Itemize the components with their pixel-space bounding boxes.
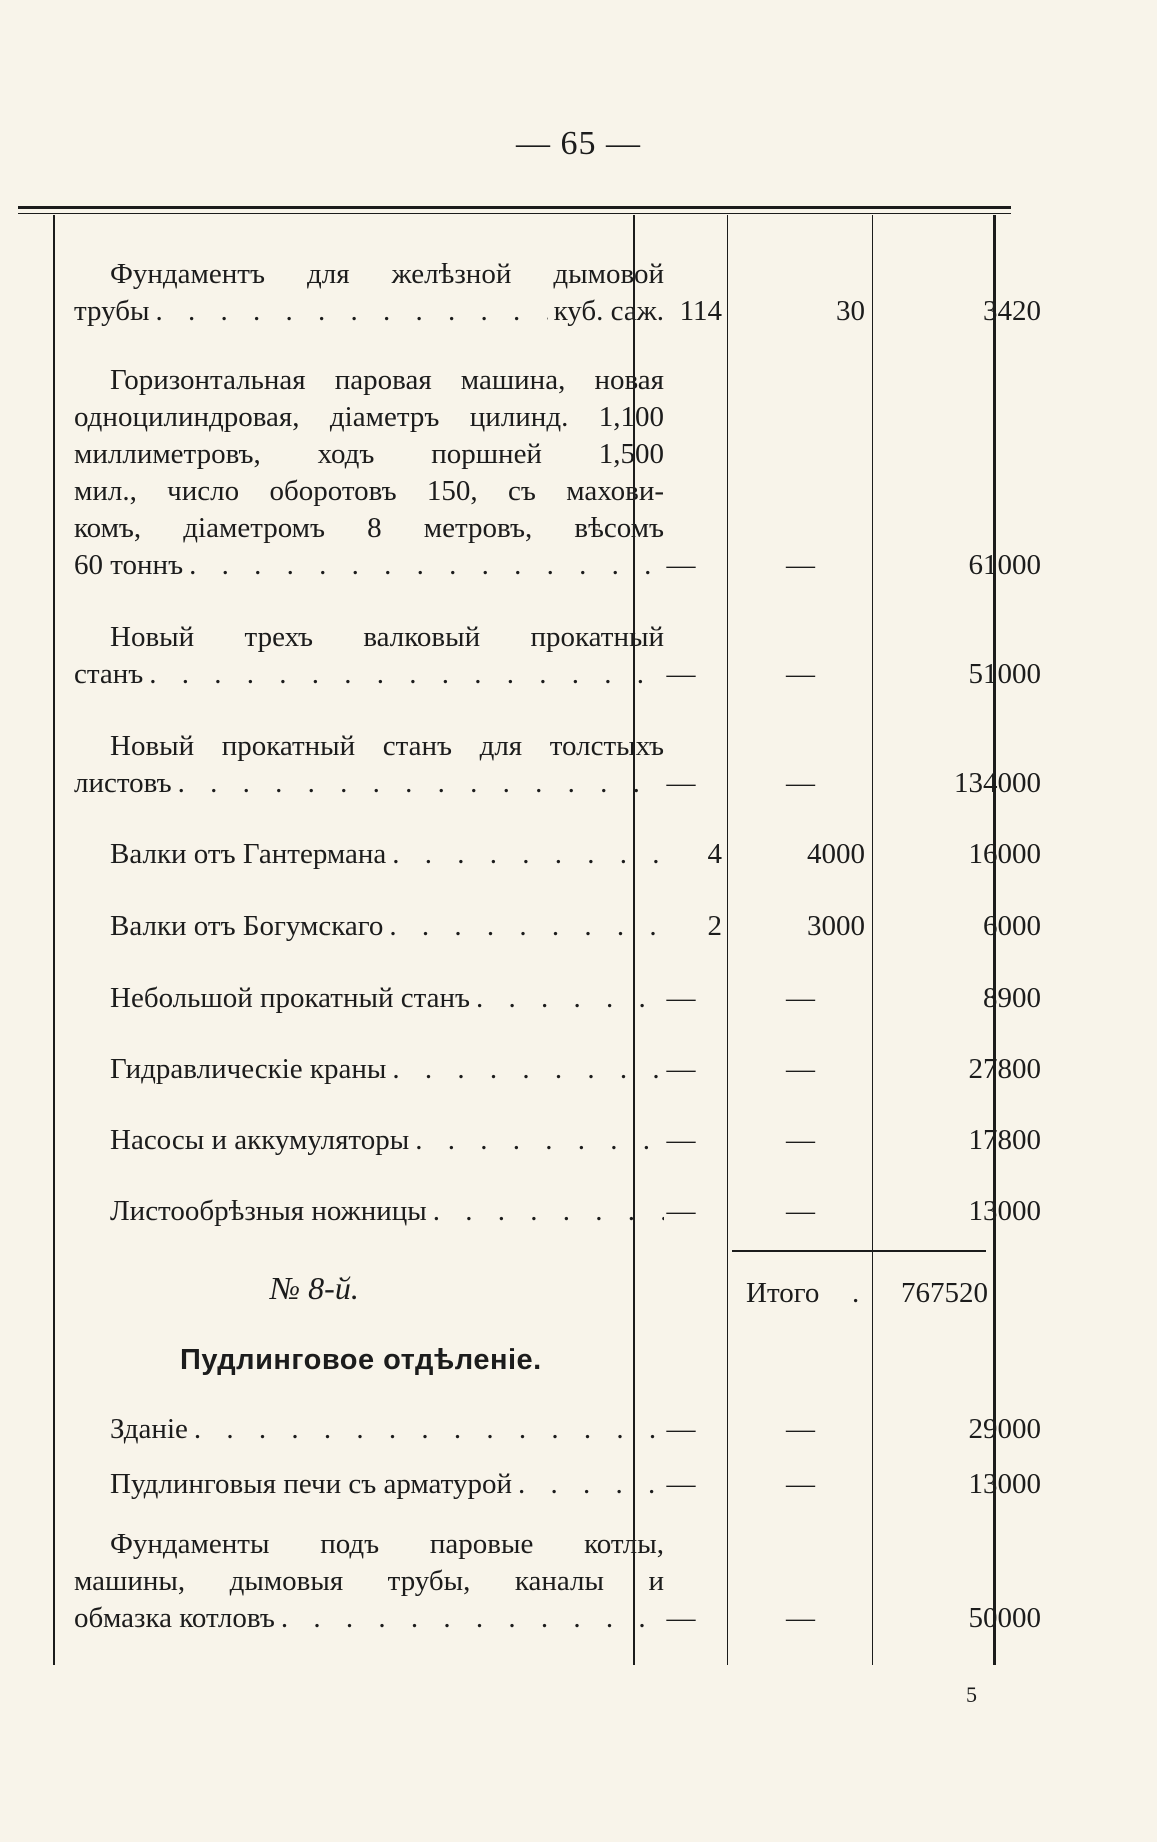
dot-leader bbox=[143, 656, 664, 693]
dot-leader bbox=[183, 547, 664, 584]
row-description bbox=[74, 1526, 664, 1637]
row-description bbox=[74, 1466, 664, 1503]
row-description bbox=[74, 256, 664, 330]
description-line: мил., число оборотовъ 150, съ махови- bbox=[74, 475, 664, 507]
sum-cell: 27800 bbox=[968, 1053, 1041, 1085]
quantity-cell: 4 bbox=[707, 838, 722, 870]
sum-cell: 17800 bbox=[968, 1124, 1041, 1156]
sum-cell: 13000 bbox=[968, 1468, 1041, 1500]
table-row bbox=[54, 1193, 1041, 1230]
description-line: Новый прокатный станъ для толстыхъ bbox=[110, 730, 664, 762]
sum-cell: 50000 bbox=[968, 1602, 1041, 1634]
description-line: одноцилиндровая, діаметръ цилинд. 1,100 bbox=[74, 401, 664, 433]
table-row bbox=[54, 728, 1041, 802]
sum-cell: 29000 bbox=[968, 1413, 1041, 1445]
table-row bbox=[54, 1122, 1041, 1159]
dot-leader bbox=[188, 1411, 664, 1448]
description-lead: Небольшой прокатный станъ bbox=[110, 982, 471, 1014]
row-description bbox=[74, 1051, 664, 1088]
total-value: 767520 bbox=[901, 1277, 988, 1309]
price-cell: 3000 bbox=[807, 910, 865, 942]
price-cell: 4000 bbox=[807, 838, 865, 870]
price-cell: — bbox=[786, 982, 815, 1014]
dot-leader bbox=[386, 1051, 664, 1088]
quantity-cell: — bbox=[666, 1124, 696, 1156]
description-lead: Листообрѣзныя ножницы bbox=[110, 1195, 427, 1227]
sum-cell: 16000 bbox=[968, 838, 1041, 870]
description-lead: Валки отъ Богумскаго bbox=[110, 910, 384, 942]
total-rule bbox=[732, 1250, 986, 1252]
quantity-cell: — bbox=[666, 767, 696, 799]
description-line: миллиметровъ, ходъ поршней 1,500 bbox=[74, 438, 664, 470]
page-number: — 65 — bbox=[516, 125, 641, 162]
quantity-cell: — bbox=[666, 982, 696, 1014]
description-line: Новый трехъ валковый прокатный bbox=[110, 621, 664, 653]
dot-leader bbox=[409, 1122, 664, 1159]
row-description bbox=[74, 728, 664, 802]
dot-leader bbox=[386, 836, 664, 873]
table-row bbox=[54, 1466, 1041, 1503]
price-cell: — bbox=[786, 549, 815, 581]
description-lead: Валки отъ Гантермана bbox=[110, 838, 387, 870]
table-row bbox=[54, 1051, 1041, 1088]
table-row bbox=[54, 1526, 1041, 1637]
row-description bbox=[74, 836, 664, 873]
unit-label: куб. саж. bbox=[553, 295, 664, 327]
sum-cell: 3420 bbox=[983, 295, 1041, 327]
sum-cell: 51000 bbox=[968, 658, 1041, 690]
sum-cell: 8900 bbox=[983, 982, 1041, 1014]
description-line: машины, дымовыя трубы, каналы и bbox=[74, 1565, 664, 1597]
quantity-cell: — bbox=[666, 1053, 696, 1085]
dot-leader bbox=[150, 293, 548, 330]
dot-leader bbox=[383, 908, 664, 945]
sum-cell: 134000 bbox=[954, 767, 1041, 799]
top-rule-thin bbox=[18, 213, 1011, 214]
row-description bbox=[74, 1193, 664, 1230]
price-cell: — bbox=[786, 1413, 815, 1445]
quantity-cell: 114 bbox=[679, 295, 722, 327]
table-row bbox=[54, 908, 1041, 945]
price-cell: — bbox=[786, 658, 815, 690]
description-lead: Насосы и аккумуляторы bbox=[110, 1124, 410, 1156]
quantity-cell: — bbox=[666, 1195, 696, 1227]
signature-mark: 5 bbox=[966, 1682, 977, 1707]
row-description bbox=[74, 362, 664, 584]
row-description bbox=[74, 980, 664, 1017]
price-cell: — bbox=[786, 1468, 815, 1500]
sum-cell: 6000 bbox=[983, 910, 1041, 942]
description-line: Фундаментъ для желѣзной дымовой bbox=[110, 258, 664, 290]
table-row bbox=[54, 836, 1041, 873]
sum-cell: 61000 bbox=[968, 549, 1041, 581]
row-description bbox=[74, 619, 664, 693]
quantity-cell: — bbox=[666, 1602, 696, 1634]
table-row bbox=[54, 362, 1041, 584]
section-number: № 8-й. bbox=[270, 1270, 359, 1306]
table-row bbox=[54, 619, 1041, 693]
price-cell: — bbox=[786, 1053, 815, 1085]
dot-leader bbox=[427, 1193, 664, 1230]
quantity-cell: — bbox=[666, 549, 696, 581]
dot-leader bbox=[275, 1600, 664, 1637]
section-title: Пудлинговое отдѣленіе. bbox=[180, 1344, 542, 1376]
description-lead: Гидравлическіе краны bbox=[110, 1053, 387, 1085]
quantity-cell: 2 bbox=[707, 910, 722, 942]
table-row bbox=[54, 256, 1041, 330]
quantity-cell: — bbox=[666, 1413, 696, 1445]
total-dot: . bbox=[852, 1277, 860, 1309]
row-description bbox=[74, 1411, 664, 1448]
top-rule bbox=[18, 206, 1011, 209]
table-row bbox=[54, 1411, 1041, 1448]
price-cell: — bbox=[786, 767, 815, 799]
table-row bbox=[54, 980, 1041, 1017]
description-lead: трубы bbox=[74, 295, 150, 327]
sum-cell: 13000 bbox=[968, 1195, 1041, 1227]
price-cell: 30 bbox=[836, 295, 865, 327]
description-lead: Зданіе bbox=[110, 1413, 188, 1445]
price-cell: — bbox=[786, 1602, 815, 1634]
price-cell: — bbox=[786, 1195, 815, 1227]
row-description bbox=[74, 908, 664, 945]
dot-leader bbox=[172, 765, 664, 802]
description-line: комъ, діаметромъ 8 метровъ, вѣсомъ bbox=[74, 512, 664, 544]
price-cell: — bbox=[786, 1124, 815, 1156]
description-lead: Пудлинговыя печи съ арматурой bbox=[110, 1468, 512, 1500]
quantity-cell: — bbox=[666, 658, 696, 690]
row-description bbox=[74, 1122, 664, 1159]
description-lead: листовъ bbox=[74, 767, 172, 799]
quantity-cell: — bbox=[666, 1468, 696, 1500]
description-lead: 60 тоннъ bbox=[74, 549, 184, 581]
description-line: Горизонтальная паровая машина, новая bbox=[110, 364, 664, 396]
description-lead: обмазка котловъ bbox=[74, 1602, 275, 1634]
total-label: Итого bbox=[746, 1277, 820, 1309]
description-line: Фундаменты подъ паровые котлы, bbox=[110, 1528, 664, 1560]
description-lead: станъ bbox=[74, 658, 144, 690]
